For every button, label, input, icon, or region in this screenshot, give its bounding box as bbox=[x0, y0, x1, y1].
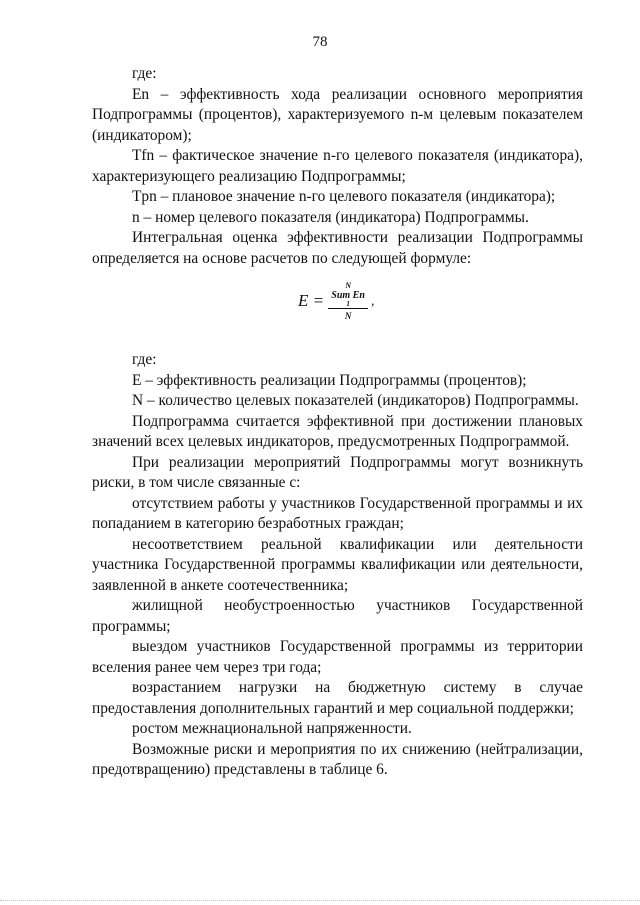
formula-fraction bbox=[328, 281, 368, 321]
formula-sum-upper-limit: N bbox=[345, 281, 351, 290]
formula-lhs: E = bbox=[298, 290, 325, 310]
fraction-bar bbox=[328, 308, 368, 309]
effective-paragraph: Подпрограмма считается эффективной при достижении плановых значений всех целевых индикаторов, предусмотренных Подпрограммой. bbox=[92, 412, 583, 450]
formula-sum-lower-limit: 1 bbox=[346, 300, 350, 308]
risk-item: жилищной необустроенностью участников Государственной программы; bbox=[92, 597, 583, 635]
definition-en: En – эффективность хода реализации основного мероприятия Подпрограммы (процентов), характеризуемого n-м целевым показателем (индикатором); bbox=[92, 85, 583, 144]
page-number: 78 bbox=[312, 34, 328, 50]
definition-big-n: N – количество целевых показателей (индикаторов) Подпрограммы. bbox=[132, 392, 579, 409]
integral-paragraph: Интегральная оценка эффективности реализации Подпрограммы определяется на основе расчетов по следующей формуле: bbox=[92, 229, 583, 267]
definition-n: n – номер целевого показателя (индикатора) Подпрограммы. bbox=[132, 208, 529, 226]
risk-item: несоответствием реальной квалификации или деятельности участника Государственной программы квалификации или деятельности, заявленной в анкете соотечественника; bbox=[92, 535, 583, 594]
where-label: где: bbox=[132, 65, 157, 82]
closing-paragraph: Возможные риски и мероприятия по их снижению (нейтрализации, предотвращению) представлены в таблице 6. bbox=[92, 740, 583, 778]
formula-denominator: N bbox=[344, 311, 352, 321]
page-body bbox=[92, 64, 583, 781]
where-label-2: где: bbox=[132, 351, 157, 368]
definition-tpn: Tpn – плановое значение n-го целевого показателя (индикатора); bbox=[132, 188, 556, 205]
risk-item: отсутствием работы у участников Государственной программы и их попаданием в категорию безработных граждан; bbox=[92, 494, 583, 532]
definition-tfn: Tfn – фактическое значение n-го целевого показателя (индикатора), характеризующего реализацию Подпрограммы; bbox=[92, 147, 583, 185]
risks-intro: При реализации мероприятий Подпрограммы могут возникнуть риски, в том числе связанные с: bbox=[92, 453, 583, 491]
definition-e: E – эффективность реализации Подпрограммы (процентов); bbox=[132, 371, 527, 389]
formula-numerator: Sum En bbox=[331, 290, 365, 301]
formula-comma: , bbox=[371, 292, 375, 308]
risk-item: возрастанием нагрузки на бюджетную систему в случае предоставления дополнительных гарантий и мер социальной поддержки; bbox=[92, 679, 583, 717]
efficiency-formula bbox=[92, 275, 583, 338]
risk-item: ростом межнациональной напряженности. bbox=[132, 720, 412, 737]
scan-edge-line bbox=[0, 900, 640, 902]
risk-item: выездом участников Государственной программы из территории вселения ранее чем через три года; bbox=[92, 638, 583, 676]
